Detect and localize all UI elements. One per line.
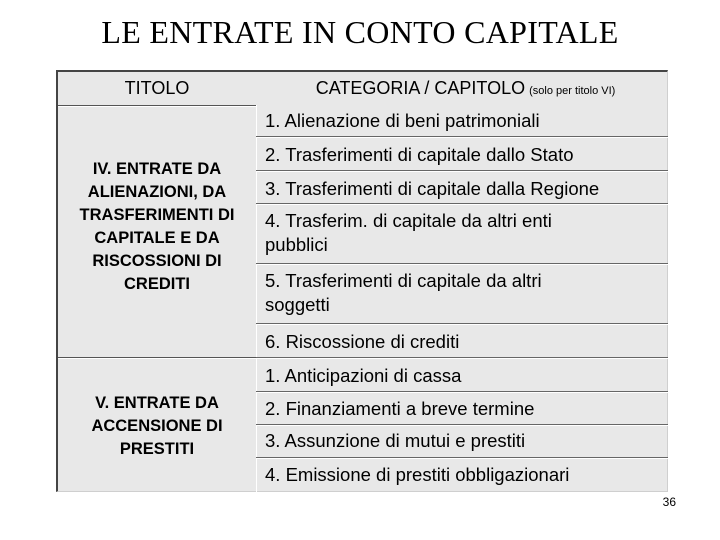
item-line: 4. Emissione di prestiti obbligazionari (265, 464, 570, 485)
item-line: 1. Anticipazioni di cassa (265, 365, 462, 386)
group-title-line: TRASFERIMENTI DI (79, 206, 235, 224)
group-title-line: RISCOSSIONI DI (92, 252, 222, 270)
header-titolo: TITOLO (124, 78, 190, 98)
row-divider (256, 391, 668, 393)
group-title-iv (58, 158, 256, 296)
table-row (263, 143, 668, 167)
table-row (263, 209, 668, 257)
item-line: soggetti (265, 294, 330, 315)
row-divider (256, 323, 668, 325)
page-number: 36 (662, 495, 676, 509)
table-row (263, 269, 668, 317)
row-divider (256, 457, 668, 459)
group-title-line: ALIENAZIONI, DA (87, 183, 227, 201)
item-line: 3. Assunzione di mutui e prestiti (265, 430, 526, 451)
group-title-line: CAPITALE E DA (94, 229, 220, 247)
table-row (263, 429, 668, 453)
item-line: 2. Finanziamenti a breve termine (265, 398, 535, 419)
row-divider (256, 357, 668, 359)
header-categoria-label: CATEGORIA / CAPITOLO (315, 78, 526, 98)
item-line: 4. Trasferim. di capitale da altri enti (265, 210, 552, 231)
column-separator (256, 105, 257, 493)
table-row (263, 109, 668, 133)
group-title-line: CREDITI (124, 275, 190, 293)
item-line: 2. Trasferimenti di capitale dallo Stato (265, 144, 574, 165)
row-divider (256, 203, 668, 205)
header-divider-left (58, 105, 256, 107)
revenue-table (56, 70, 668, 492)
item-line: 6. Riscossione di crediti (265, 331, 460, 352)
group-title-line: IV. ENTRATE DA (92, 160, 222, 178)
slide-title: LE ENTRATE IN CONTO CAPITALE (101, 14, 619, 50)
group-title-v (58, 392, 256, 461)
row-divider (256, 136, 668, 138)
row-divider (256, 263, 668, 265)
item-line: 1. Alienazione di beni patrimoniali (265, 110, 540, 131)
group-title-line: PRESTITI (119, 440, 195, 458)
header-categoria-note: (solo per titolo VI) (529, 85, 616, 97)
table-row (263, 364, 668, 388)
table-row (263, 397, 668, 421)
item-line: 5. Trasferimenti di capitale da altri (265, 270, 542, 291)
group-title-line: ACCENSIONE DI (91, 417, 223, 435)
group-title-line: V. ENTRATE DA (95, 394, 219, 412)
row-divider (256, 170, 668, 172)
table-row (263, 330, 668, 354)
table-row (263, 177, 668, 201)
group-divider (58, 357, 256, 359)
header-categoria (263, 72, 668, 105)
item-line: pubblici (265, 234, 328, 255)
table-row (263, 463, 668, 487)
row-divider (256, 424, 668, 426)
item-line: 3. Trasferimenti di capitale dalla Regione (265, 178, 600, 199)
